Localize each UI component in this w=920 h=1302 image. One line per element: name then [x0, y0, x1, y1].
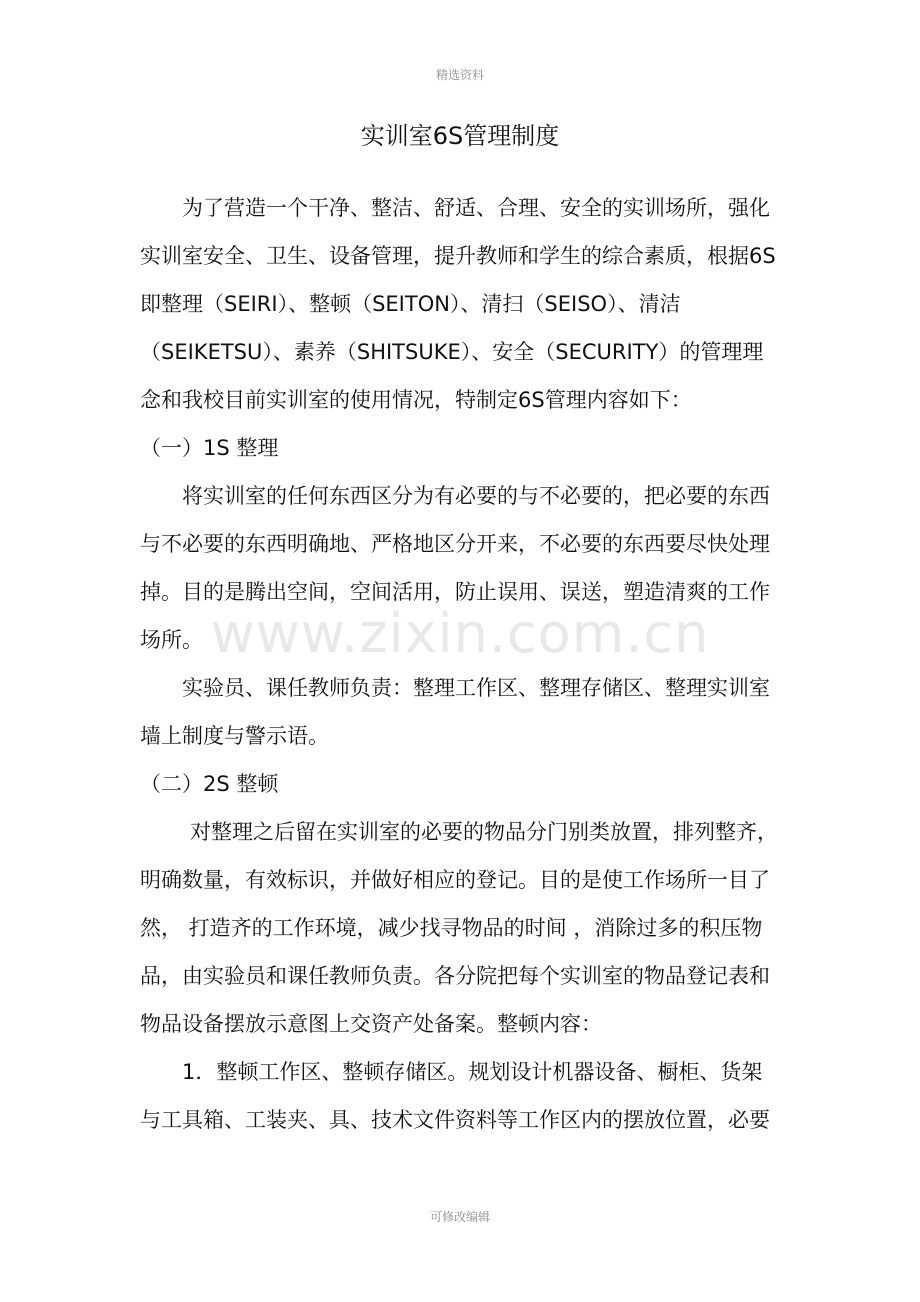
body-line: 即整理（SEIRI）、整顿（SEITON）、清扫（SEISO）、清洁 — [140, 292, 681, 316]
body-line: 场所。 — [140, 628, 203, 652]
body-line: 对整理之后留在实训室的必要的物品分门别类放置，排列整齐， — [190, 820, 778, 844]
body-line: 与工具箱、工装夹、具、技术文件资料等工作区内的摆放位置，必要 — [140, 1108, 770, 1132]
page-header-note: 精选资料 — [435, 68, 484, 82]
section-heading-2s: （二）2S 整顿 — [140, 772, 279, 796]
body-line: 念和我校目前实训室的使用情况，特制定6S管理内容如下： — [140, 388, 692, 412]
body-line: 为了营造一个干净、整洁、舒适、合理、安全的实训场所，强化 — [182, 196, 770, 220]
body-line: 物品设备摆放示意图上交资产处备案。整顿内容： — [140, 1012, 602, 1036]
body-line: 墙上制度与警示语。 — [140, 724, 329, 748]
body-line: 掉。目的是腾出空间，空间活用，防止误用、误送，塑造清爽的工作 — [140, 580, 770, 604]
body-line: （SEIKETSU）、素养（SHITSUKE）、安全（SECURITY）的管理理 — [140, 340, 764, 364]
document-body — [140, 184, 788, 1144]
page-footer-note: 可修改编辑 — [429, 1210, 490, 1224]
body-line: 实验员、课任教师负责：整理工作区、整理存储区、整理实训室 — [182, 676, 770, 700]
body-line: 明确数量，有效标识，并做好相应的登记。目的是使工作场所一目了 — [140, 868, 770, 892]
watermark-text: www.zixin.com.cn — [210, 602, 710, 665]
document-title: 实训室6S管理制度 — [360, 122, 560, 150]
section-heading-1s: （一）1S 整理 — [140, 436, 279, 460]
body-line: 将实训室的任何东西区分为有必要的与不必要的，把必要的东西 — [182, 484, 770, 508]
body-line: 与不必要的东西明确地、严格地区分开来，不必要的东西要尽快处理 — [140, 532, 770, 556]
body-line: 然， 打造齐的工作环境，减少找寻物品的时间 ，消除过多的积压物 — [140, 916, 763, 940]
body-line: 1．整顿工作区、整顿存储区。规划设计机器设备、橱柜、货架 — [182, 1060, 763, 1084]
body-line: 品，由实验员和课任教师负责。各分院把每个实训室的物品登记表和 — [140, 964, 770, 988]
body-line: 实训室安全、卫生、设备管理，提升教师和学生的综合素质，根据6S — [140, 244, 776, 268]
